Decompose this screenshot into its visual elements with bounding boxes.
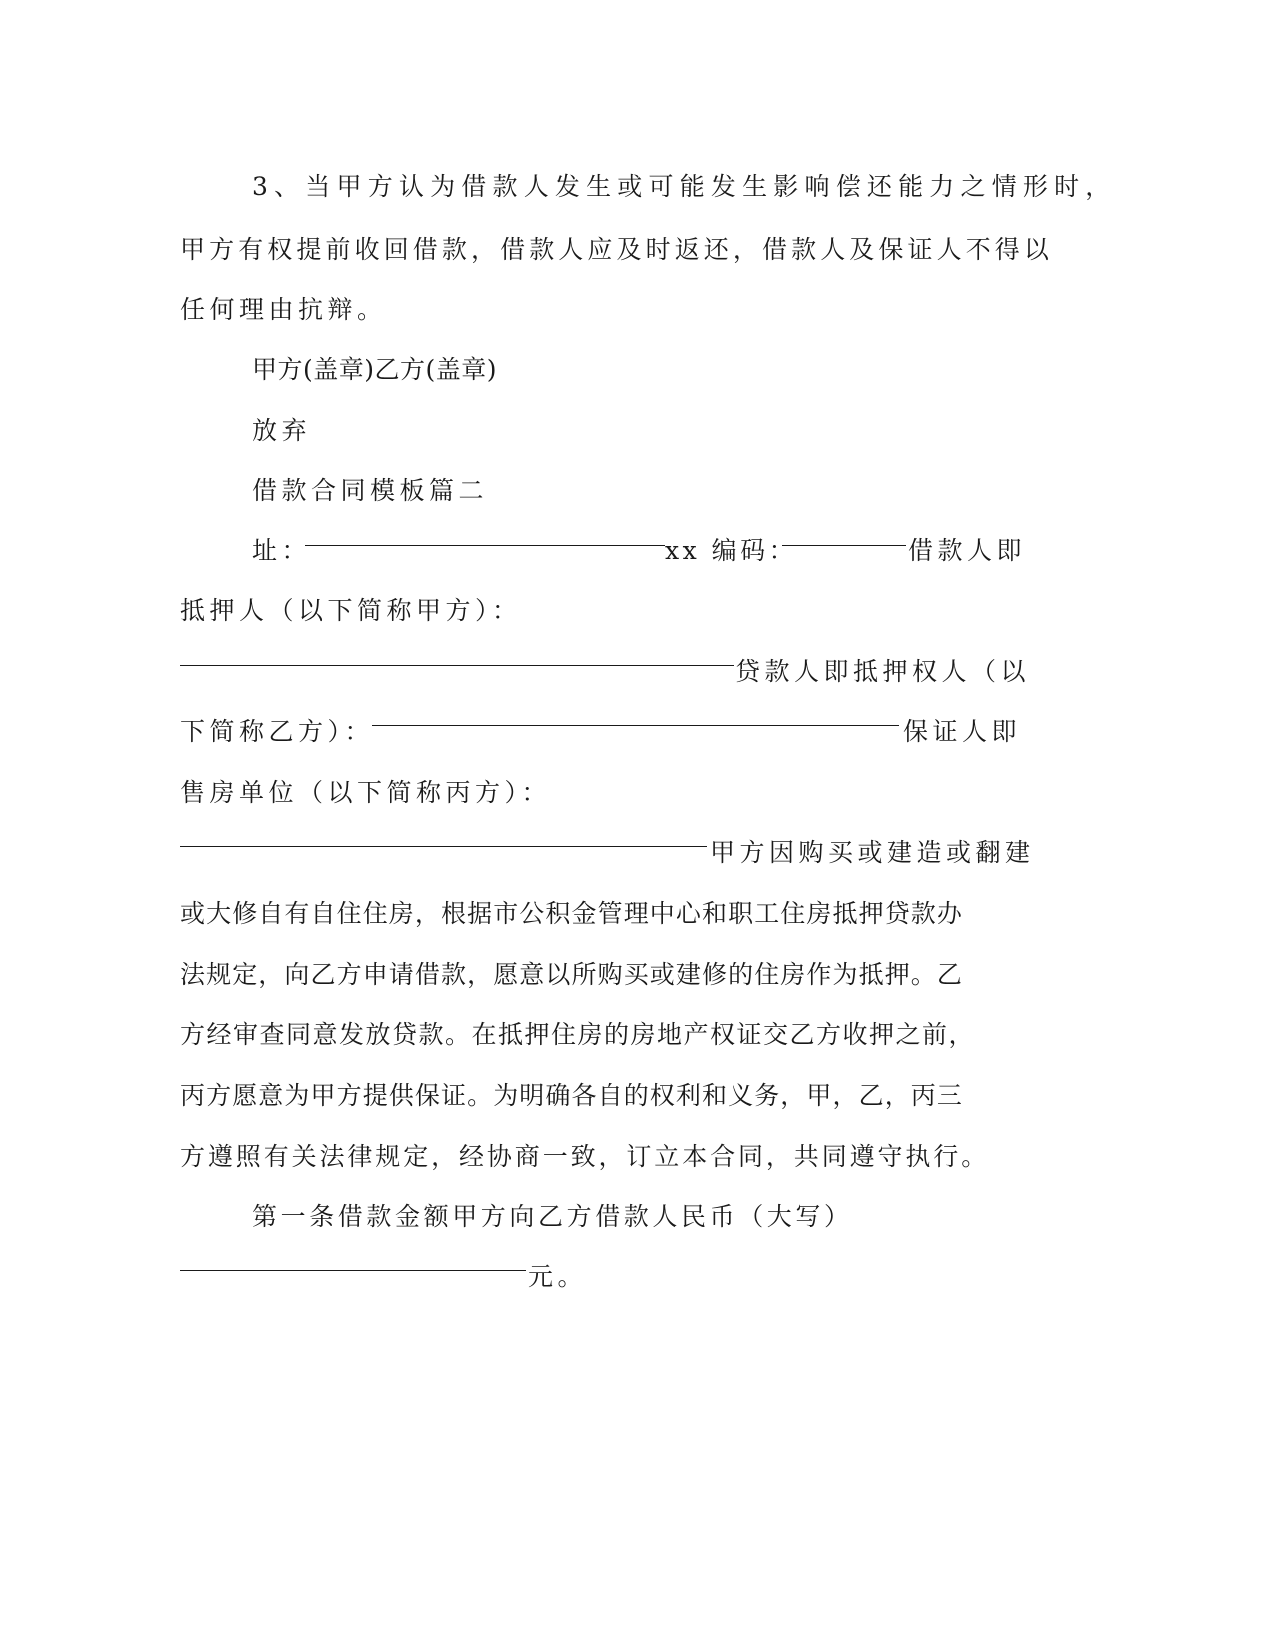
article-1-line-1: 第一条借款金额甲方向乙方借款人民币（大写） bbox=[252, 1202, 853, 1231]
guarantor-blank bbox=[180, 846, 707, 847]
body-line-6: 方遵照有关法律规定，经协商一致，订立本合同，共同遵守执行。 bbox=[180, 1142, 990, 1171]
seal-line: 甲方(盖章)乙方(盖章) bbox=[252, 355, 498, 384]
waive-text: 放弃 bbox=[252, 416, 312, 445]
body-line-3: 法规定，向乙方申请借款，愿意以所购买或建修的住房作为抵押。乙 bbox=[180, 960, 964, 989]
lender-label: 贷款人即抵押权人（以 bbox=[735, 657, 1031, 686]
guarantor-label: 保证人即 bbox=[903, 717, 1022, 746]
address-blank bbox=[305, 545, 665, 546]
borrower-label: 借款人即 bbox=[908, 536, 1027, 565]
body-line-2: 或大修自有自住住房，根据市公积金管理中心和职工住房抵押贷款办 bbox=[180, 899, 964, 928]
address-prefix: 址： bbox=[252, 536, 312, 565]
postcode-blank bbox=[782, 545, 906, 546]
body-line-5: 丙方愿意为甲方提供保证。为明确各自的权利和义务，甲，乙，丙三 bbox=[180, 1081, 964, 1110]
paragraph-3-line-2: 甲方有权提前收回借款，借款人应及时返还，借款人及保证人不得以 bbox=[180, 235, 1054, 264]
paragraph-3-line-3: 任何理由抗辩。 bbox=[180, 295, 387, 324]
lender-line-2-prefix: 下简称乙方）： bbox=[180, 717, 375, 746]
amount-blank bbox=[180, 1270, 526, 1271]
body-line-1-suffix: 甲方因购买或建造或翻建 bbox=[710, 838, 1035, 867]
guarantor-line: 售房单位（以下简称丙方）： bbox=[180, 778, 552, 807]
borrower-blank bbox=[180, 665, 734, 666]
paragraph-3-line-1: 3、当甲方认为借款人发生或可能发生影响偿还能力之情形时， bbox=[252, 172, 1117, 201]
article-1-line-2-suffix: 元。 bbox=[528, 1262, 588, 1291]
lender-blank bbox=[372, 725, 899, 726]
borrower-line: 抵押人（以下简称甲方）： bbox=[180, 596, 522, 625]
section-title: 借款合同模板篇二 bbox=[252, 476, 489, 505]
body-line-4: 方经审查同意发放贷款。在抵押住房的房地产权证交乙方收押之前， bbox=[180, 1020, 976, 1049]
postcode-label: xx 编码： bbox=[665, 536, 798, 565]
